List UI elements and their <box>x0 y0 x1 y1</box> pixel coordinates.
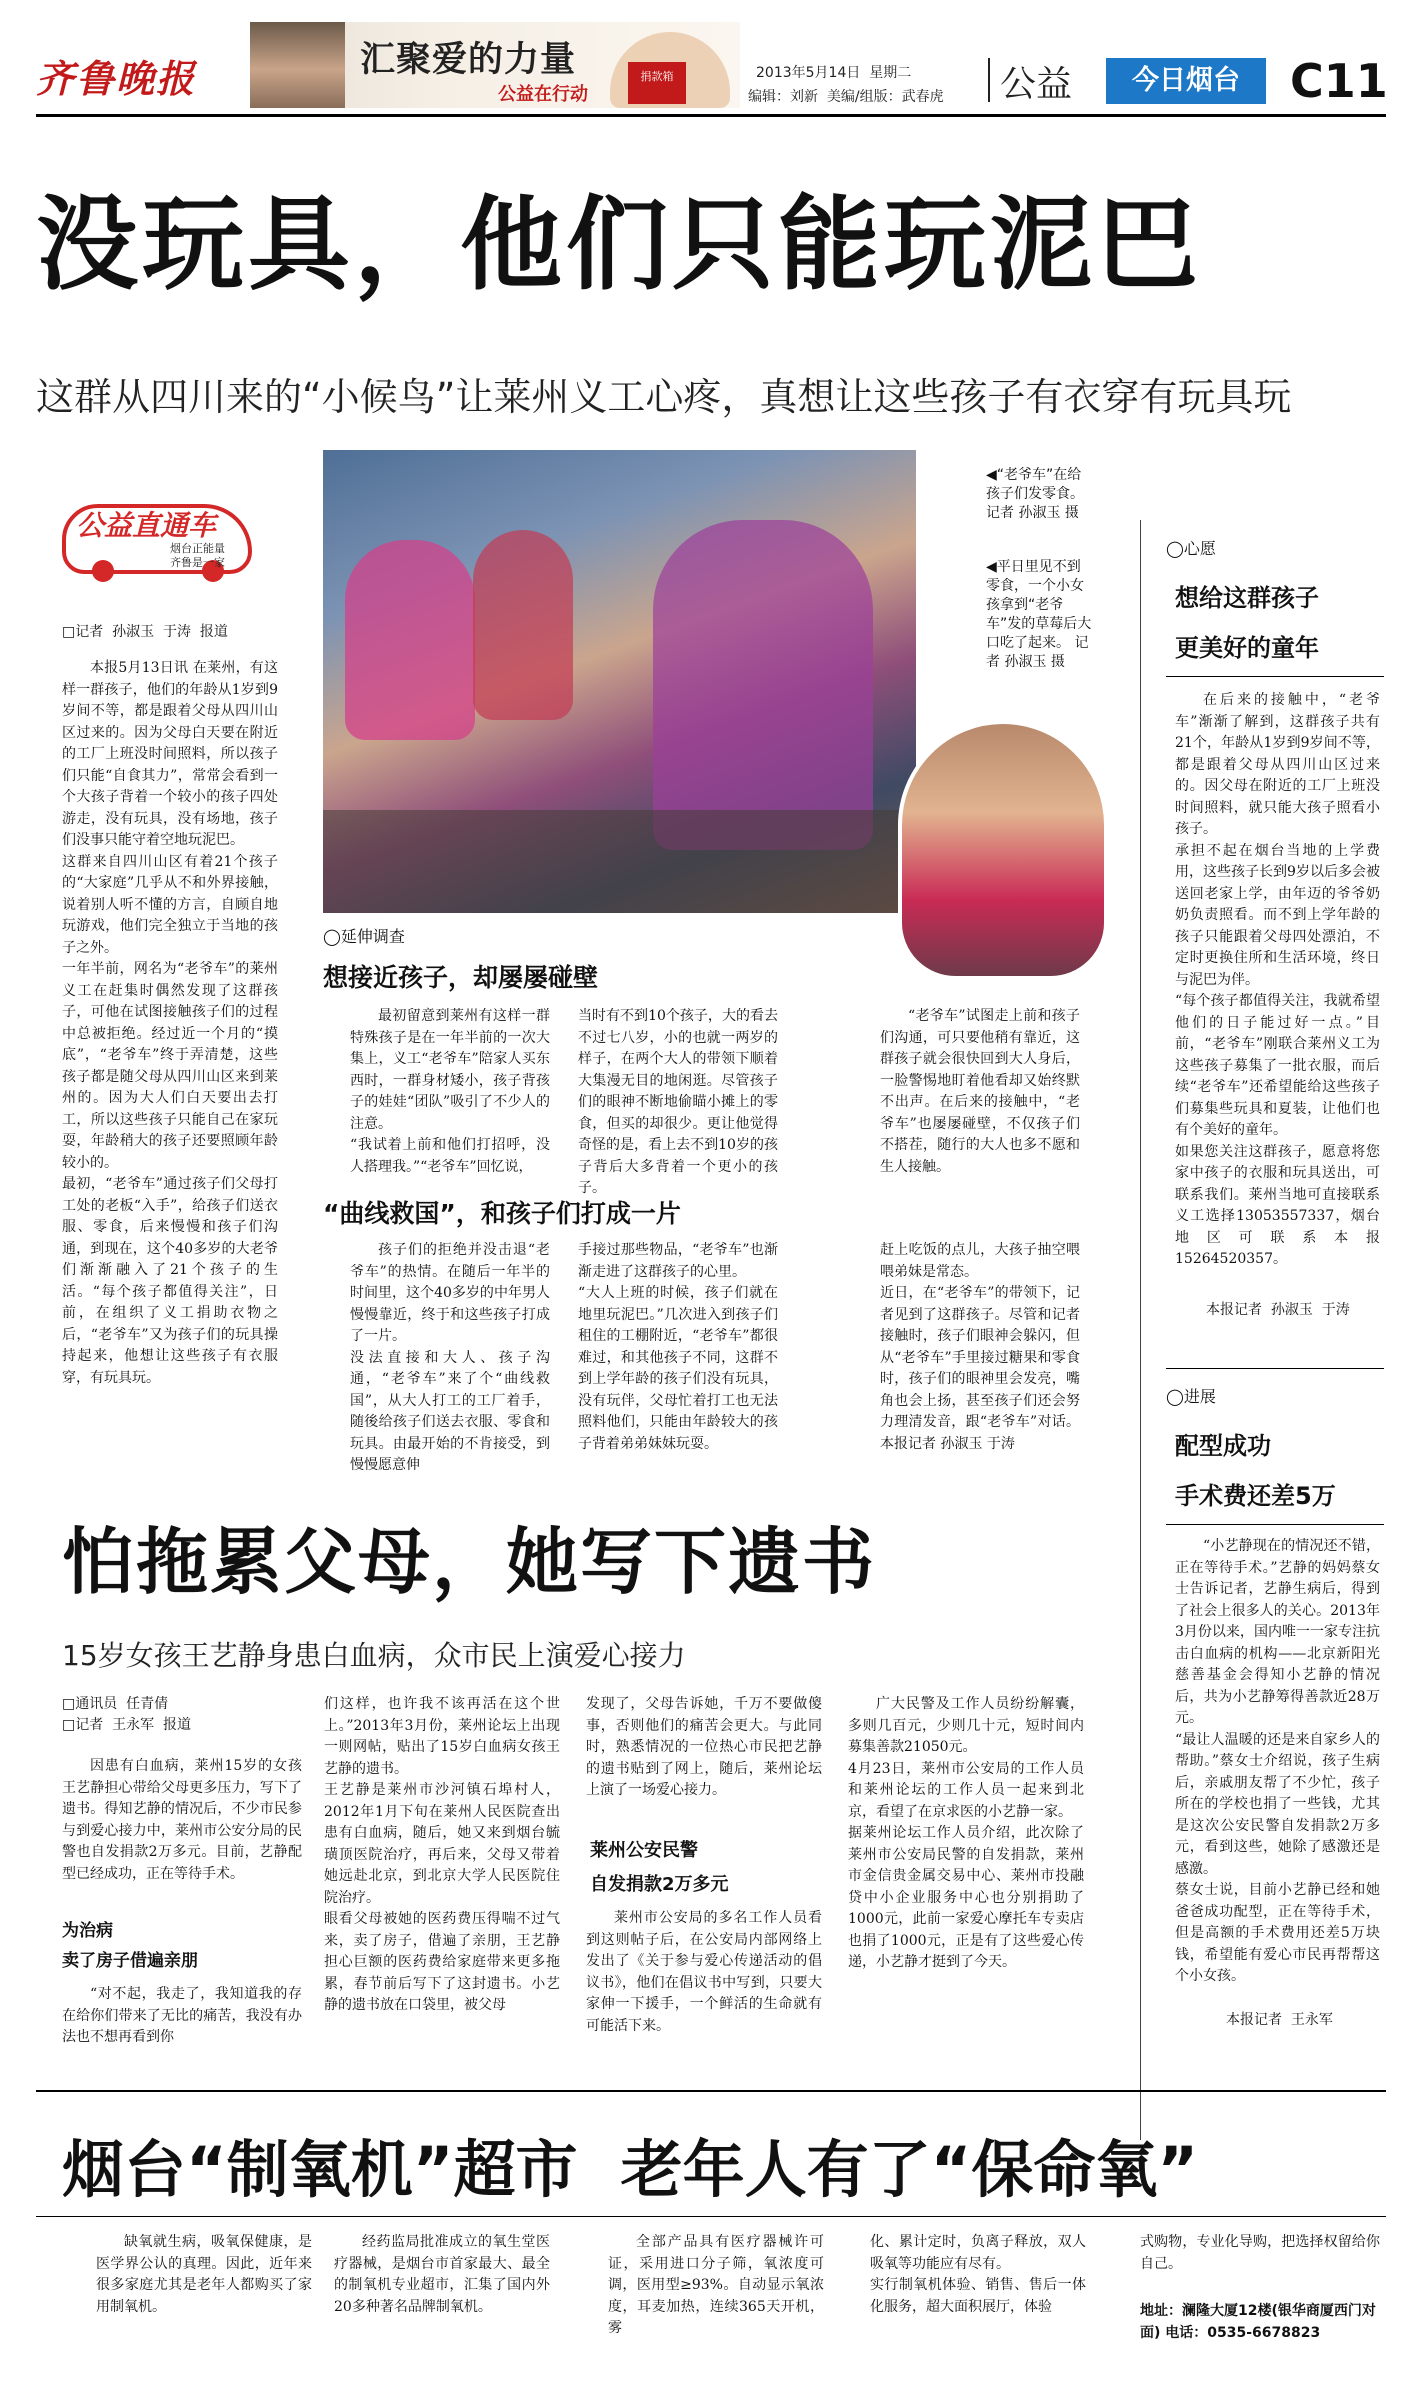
sub2-text-3: 赶上吃饭的点儿，大孩子抽空喂喂弟妹是常态。 近日，在“老爷车”的带领下，记者见到了这群孩子。尽管和记者接触时，孩子们眼神会躲闪，但从“老爷车”手里接过糖果和零食时，孩子们的眼神里会发亮，嘴角也会上扬，甚至孩子们还会努力理清发音，跟“老爷车”对话。本报记者 孙淑玉 于涛 <box>880 1242 1080 1452</box>
newspaper-logo: 齐鲁晚报 <box>36 56 197 101</box>
story2-col2 <box>324 1694 560 2054</box>
photo-volunteer-children <box>323 450 916 913</box>
story3-text-5: 式购物，专业化导购，把选择权留给你自己。 <box>1140 2234 1380 2272</box>
sub2-headline: “曲线救国”，和孩子们打成一片 <box>323 1199 681 1228</box>
sidebar2-rule <box>1166 1524 1384 1525</box>
story2-headline: 怕拖累父母，她写下遗书 <box>62 1520 877 1604</box>
sidebar1-head1: 想给这群孩子 <box>1175 584 1319 612</box>
story2-text-3b: 莱州市公安局的多名工作人员看到这则帖子后，在公安局内部网络上发出了《关于参与爱心传递活动的倡议书》，他们在倡议书中写到，只要大家伸一下援手，一个鲜活的生命就有可能活下来。 <box>586 1910 822 2034</box>
donation-box-icon <box>628 62 686 104</box>
sub1-col2 <box>578 1006 778 1196</box>
issue-date: 2013年5月14日 星期二 <box>756 65 912 81</box>
story3-address: 地址：澜隆大厦12楼(银华商厦西门对面) 电话：0535-6678823 <box>1140 2303 1376 2341</box>
masthead-divider <box>988 58 990 102</box>
sub1-tag: ◯延伸调查 <box>323 927 405 946</box>
story2-byline: □通讯员 任青倩 □记者 王永军 报道 <box>62 1696 192 1733</box>
story1-byline: □记者 孙淑玉 于涛 报道 <box>62 624 228 640</box>
story2-text-2: 们这样，也许我不该再活在这个世上。”2013年3月份，莱州论坛上出现一则网帖，贴出了15岁白血病女孩王艺静的遗书。 王艺静是莱州市沙河镇石埠村人，2012年1月下旬在莱州人民医院查出患有白血病，随后，她又来到烟台毓璜顶医院治疗，再后来，父母又带着她远赴北京，到北京大学人民医院住院治疗。 眼看父母被她的医药费压得喘不过气来，卖了房子，借遍了亲朋，王艺静担心巨额的医药费给家庭带来更多拖累，春节前后写下了这封遗书。小艺静的遗书放在口袋里，被父母 <box>324 1696 560 2013</box>
sidebar2-signature: 本报记者 王永军 <box>1226 2012 1333 2028</box>
story3-col4 <box>870 2232 1086 2372</box>
top-rule <box>36 114 1386 117</box>
story2-col1a <box>62 1756 302 1882</box>
sub2-text-1: 孩子们的拒绝并没击退“老爷车”的热情。在随后一年半的时间里，这个40多岁的中年男人慢慢靠近，终于和这些孩子打成了一片。 没法直接和大人、孩子沟通，“老爷车”来了个“曲线救国”，从大人打工的工厂着手，随後给孩子们送去衣服、零食和玩具。由最开始的不肯接受，到慢慢愿意伸 <box>350 1242 550 1473</box>
sub1-text-2: 当时有不到10个孩子，大的看去不过七八岁，小的也就一两岁的样子，在两个大人的带领下顺着大集漫无目的地闲逛。尽管孩子们的眼神不断地偷瞄小摊上的零食，但买的却很少。更让他觉得奇怪的是，看上去不到10岁的孩子背后大多背着一个更小的孩子。 <box>578 1008 778 1196</box>
sidebar-split-rule <box>1166 1368 1384 1369</box>
story2-sub-a-head2: 卖了房子借遍亲朋 <box>62 1951 198 1971</box>
story2-deck: 15岁女孩王艺静身患白血病，众市民上演爱心接力 <box>62 1639 686 1672</box>
story1-headline: 没玩具，他们只能玩泥巴 <box>36 186 1202 305</box>
sub2-col3 <box>880 1240 1080 1452</box>
story2-sub-b-head2: 自发捐款2万多元 <box>590 1874 729 1895</box>
photo-caption-2: ◀平日里见不到零食，一个小女孩拿到“老爷车”发的草莓后大口吃了起来。 记者 孙淑玉 摄 <box>986 559 1092 670</box>
photo-caption-1: ◀“老爷车”在给孩子们发零食。 记者 孙淑玉 摄 <box>986 467 1084 521</box>
sidebar2-text: “小艺静现在的情况还不错，正在等待手术。”艺静的妈妈蔡女士告诉记者，艺静生病后，得到了社会上很多人的关心。2013年3月份以来，国内唯一一家专注抗击白血病的机构——北京新阳光慈善基金会得知小艺静的情况后，共为小艺静筹得善款近28万元。 “最让人温暖的还是来自家乡人的帮助。”蔡女士介绍说，孩子生病后，亲戚朋友帮了不少忙，孩子所在的学校也捐了一些钱，尤其是这次公安民警自发捐款2万多元，看到这些，她除了感激还是感激。 蔡女士说，目前小艺静已经和她爸爸成功配型，正在等待手术，但是高额的手术费用还差5万块钱，希望能有爱心市民再帮帮这个小女孩。 <box>1175 1538 1380 1984</box>
charity-logo <box>62 494 257 586</box>
story3-sub-rule <box>36 2216 1386 2217</box>
story1-lead-column <box>62 658 278 1443</box>
sidebar1-tag: ◯心愿 <box>1166 539 1216 558</box>
story3-col3 <box>608 2232 824 2372</box>
banner-subtitle: 公益在行动 <box>498 84 588 105</box>
sub2-col1 <box>350 1240 550 1473</box>
sub1-text-3: “老爷车”试图走上前和孩子们沟通，可只要他稍有靠近，这群孩子就会很快回到大人身后，一脸警惕地盯着他看却又始终默不出声。在后来的接触中，“老爷车”也屡屡碰壁，不仅孩子们不搭茬，随行的大人也多不愿和生人接触。 <box>880 1008 1080 1175</box>
masthead <box>0 0 1417 110</box>
story3-text-2: 经药监局批准成立的氧生堂医疗器械，是烟台市首家最大、最全的制氧机专业超市，汇集了国内外20多种著名品牌制氧机。 <box>334 2234 550 2315</box>
sidebar1-signature: 本报记者 孙淑玉 于涛 <box>1206 1302 1350 1318</box>
child-figure-1 <box>345 540 475 740</box>
story2-col3b <box>586 1908 822 2056</box>
editor-credits: 编辑：刘新 美编/组版：武春虎 <box>748 89 944 105</box>
sidebar-divider <box>1140 520 1141 2140</box>
story2-text-4: 广大民警及工作人员纷纷解囊，多则几百元，少则几十元，短时间内募集善款21050元。 4月23日，莱州市公安局的工作人员和莱州论坛的工作人员一起来到北京，看望了在京求医的小艺静一家。 据莱州论坛工作人员介绍，此次除了莱州市公安局民警的自发捐款，莱州市金信贵金属交易中心、莱州市投融贷中小企业服务中心也分别捐助了1000元，此前一家爱心摩托车专卖店也捐了1000元，正是有了这些爱心传递，小艺静才挺到了今天。 <box>848 1696 1084 1970</box>
story1-lead-text: 本报5月13日讯 在莱州，有这样一群孩子，他们的年龄从1岁到9岁间不等，都是跟着父母从四川山区过来的。因为父母白天要在附近的工厂上班没时间照料，所以孩子们只能“自食其力”，常常会看到一个大孩子背着一个较小的孩子四处游走，没有玩具，没有场地，孩子们没事只能守着空地玩泥巴。 这群来自四川山区有着21个孩子的“大家庭”几乎从不和外界接触，说着别人听不懂的方言，自顾自地玩游戏，他们完全独立于当地的孩子之外。 一年半前，网名为“老爷车”的莱州义工在赶集时偶然发现了这群孩子，可他在试图接触孩子们的过程中总被拒绝。经过近一个月的“摸底”，“老爷车”终于弄清楚，这些孩子都是随父母从四川山区来到莱州的。因为大人们白天要出去打工，所以这些孩子只能自己在家玩耍，年龄稍大的孩子还要照顾年龄较小的。 最初，“老爷车”通过孩子们父母打工处的老板“入手”，给孩子们送衣服、零食，后来慢慢和孩子们沟通，到现在，这个40多岁的大老爷们渐渐融入了21个孩子的生活。“每个孩子都值得关注”，日前，在组织了义工捐助衣物之后，“老爷车”又为孩子们的玩具操持起来，他想让这些孩子有衣服穿，有玩具玩。 <box>62 660 278 1386</box>
sub2-text-2: 手接过那些物品，“老爷车”也渐渐走进了这群孩子的心里。 “大人上班的时候，孩子们就在地里玩泥巴。”几次进入到孩子们租住的工棚附近，“老爷车”都很难过，和其他孩子不同，这群不到上学年龄的孩子们没有玩具，没有玩伴，父母忙着打工也无法照料他们，只能由年龄较大的孩子背着弟弟妹妹玩耍。 <box>578 1242 778 1452</box>
story3-col1 <box>96 2232 312 2372</box>
child-figure-2 <box>473 530 573 720</box>
sub1-col1 <box>350 1006 550 1176</box>
banner-ad <box>250 22 740 108</box>
sidebar1-head2: 更美好的童年 <box>1175 634 1319 662</box>
story3-text-1: 缺氧就生病，吸氧保健康，是医学界公认的真理。因此，近年来很多家庭尤其是老年人都购买了家用制氧机。 <box>96 2234 312 2315</box>
story2-col4 <box>848 1694 1084 2056</box>
story2-sub-b-head1: 莱州公安民警 <box>590 1840 698 1861</box>
story2-sub-a-head1: 为治病 <box>62 1921 113 1941</box>
section-name: 公益 <box>1000 64 1073 105</box>
logo-line2: 齐鲁是一家 <box>170 556 225 569</box>
story2-col1b <box>62 1984 302 2054</box>
logo-line1: 烟台正能量 <box>170 542 225 555</box>
banner-title: 汇聚爱的力量 <box>360 40 577 80</box>
sidebar2-head2: 手术费还差5万 <box>1175 1482 1336 1510</box>
story3-text-4: 化、累计定时，负离子释放，双人吸氧等功能应有尽有。 实行制氧机体验、销售、售后一体化服务，超大面积展厅，体验 <box>870 2234 1086 2315</box>
ground-shade <box>323 810 916 913</box>
logo-title: 公益直通车 <box>76 509 217 542</box>
sub1-col3 <box>880 1006 1080 1176</box>
story3-text-3: 全部产品具有医疗器械许可证，采用进口分子筛，氧浓度可调，医用型≥93%。自动显示氧浓度，耳麦加热，连续365天开机，雾 <box>608 2234 824 2336</box>
story2-text-1b: “对不起，我走了，我知道我的存在给你们带来了无比的痛苦，我没有办法也不想再看到你 <box>62 1986 302 2045</box>
adult-figure <box>653 520 873 850</box>
sidebar1-text: 在后来的接触中，“老爷车”渐渐了解到，这群孩子共有21个，年龄从1岁到9岁间不等，都是跟着父母从四川山区过来的。因父母在附近的工厂上班没时间照料，就只能大孩子照看小孩子。 承担不起在烟台当地的上学费用，这些孩子长到9岁以后多会被送回老家上学，由年迈的爷爷奶奶负责照看。而不到上学年龄的孩子只能跟着父母四处漂泊，不定时更换住所和生活环境，终日与泥巴为伴。 “每个孩子都值得关注，我就希望他们的日子能过好一点。”目前，“老爷车”刚联合莱州义工为这些孩子募集了一批衣服，而后续“老爷车”还希望能给这些孩子们募集些玩具和夏装，让他们也有个美好的童年。 如果您关注这群孩子，愿意将您家中孩子的衣服和玩具送出，可联系我们。莱州当地可直接联系义工选择13053557337，烟台地区可联系本报15264520357。 <box>1175 692 1380 1267</box>
photo-girl-eating <box>898 720 1108 980</box>
story3-headline: 烟台“制氧机”超市 老年人有了“保命氧” <box>62 2133 1199 2206</box>
sub1-text-1: 最初留意到莱州有这样一群特殊孩子是在一年半前的一次大集上，义工“老爷车”陪家人买东西时，一群身材矮小，孩子背孩子的娃娃“团队”吸引了不少人的注意。 “我试着上前和他们打招呼，没人搭理我。”“老爷车”回忆说， <box>350 1008 550 1175</box>
story3-top-rule <box>36 2090 1386 2092</box>
sidebar2-tag: ◯进展 <box>1166 1387 1216 1406</box>
story3-col2 <box>334 2232 550 2372</box>
story3-col5 <box>1140 2232 1380 2292</box>
sidebar2-head1: 配型成功 <box>1175 1432 1271 1460</box>
sub2-col2 <box>578 1240 778 1452</box>
section-tab: 今日烟台 <box>1106 58 1266 104</box>
sub1-headline: 想接近孩子，却屡屡碰壁 <box>323 963 599 992</box>
banner-child-photo <box>250 22 345 108</box>
sidebar1-rule <box>1166 676 1384 677</box>
story2-text-3a: 发现了，父母告诉她，千万不要做傻事，否则他们的痛苦会更大。与此同时，熟悉情况的一位热心市民把艺静的遗书贴到了网上，随后，莱州论坛上演了一场爱心接力。 <box>586 1696 822 1798</box>
sidebar1-body <box>1175 690 1380 1302</box>
story2-col3a <box>586 1694 822 1834</box>
story1-deck: 这群从四川来的“小候鸟”让莱州义工心疼，真想让这些孩子有衣穿有玩具玩 <box>36 375 1292 419</box>
banner-badge: 捐款箱 <box>640 70 674 83</box>
story2-text-1a: 因患有白血病，莱州15岁的女孩王艺静担心带给父母更多压力，写下了遗书。得知艺静的情况后，不少市民参与到爱心接力中，莱州市公安分局的民警也自发捐款2万多元。目前，艺静配型已经成功，正在等待手术。 <box>62 1758 302 1882</box>
page-number: C11 <box>1290 54 1388 108</box>
wheel-icon <box>92 560 114 582</box>
